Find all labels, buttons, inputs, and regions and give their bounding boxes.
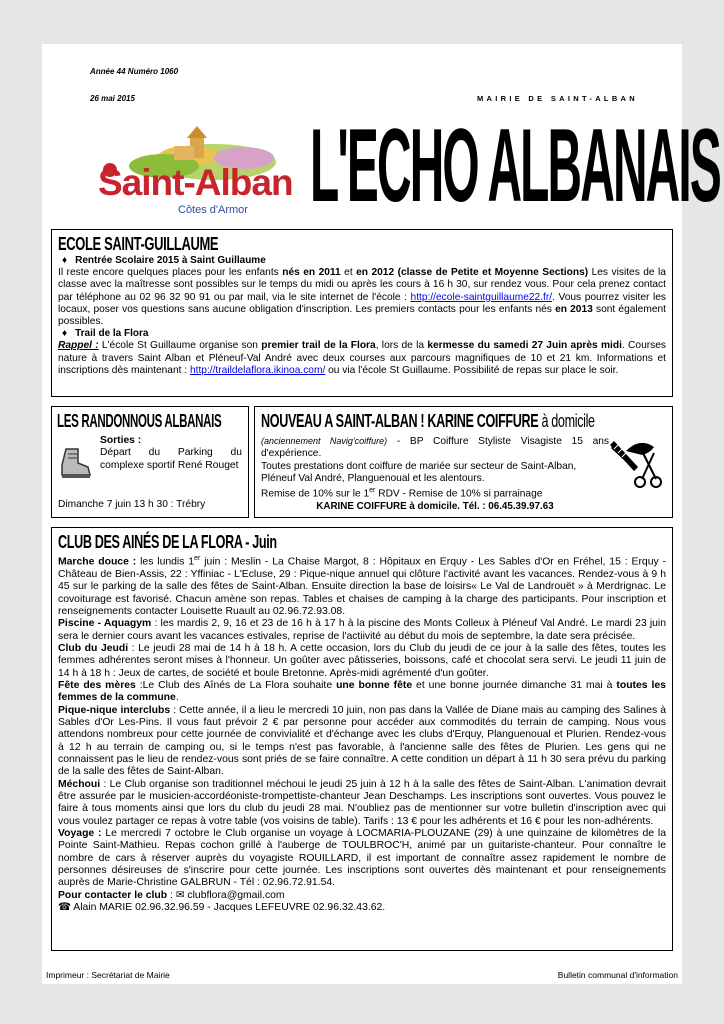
voyage: Voyage : Le mercredi 7 octobre le Club organise un voyage à LOCMARIA-PLOUZANE (29) à une quinzaine de kilomètres de la Pointe Saint-Mathieu. Repas cochon grillé à l'auberge de TOULBROC'H, animé par un guitariste-chanteur. Pour connaître le nombre de cars à réserver auprès du voyagiste ROUILLARD, il est important de connaître assez rapidement le nombre de personnes désireuses de s'inscrire pour cette journée. Les inscriptions sont ouvertes dès maintenant et pour renseignements auprès de Marie-Christine GALBRUN - Tél : 02.96.72.91.54. xyxy=(58,828,666,889)
trail-text: Rappel : L'école St Guillaume organise son premier trail de la Flora, lors de la kermesse du samedi 27 Juin après midi. Courses nature à travers Saint Alban et Pléneuf-Val André avec deux courses aux parcours magnifiques de 10 et 21 km. Informations et inscriptions dès maintenant : http://traildelaflora.ikinoa.com/ ou via l'école St Guillaume. Possibilité de repas sur place le soir. xyxy=(58,340,666,377)
piscine: Piscine - Aquagym : les mardis 2, 9, 16 et 23 de 16 h à 17 h à la piscine des Monts Colleux à Pléneuf Val André. Le mardi 23 juin sera le dernier cours avant les vacances estivales, reprise de l'actiivité au début du mois de septembre, la date sera précisée. xyxy=(58,618,666,642)
rando-section xyxy=(51,406,249,518)
coiffure-title: NOUVEAU A SAINT-ALBAN ! KARINE COIFFURE à domicile xyxy=(261,411,595,431)
logo-subtitle: Côtes d'Armor xyxy=(178,204,248,216)
envelope-icon: ✉ xyxy=(175,889,185,901)
rentree-heading: Rentrée Scolaire 2015 à Saint Guillaume xyxy=(75,255,266,266)
coiffure-section xyxy=(254,406,673,518)
rentree-text: Il reste encore quelques places pour les enfants nés en 2011 et en 2012 (classe de Petite et Moyenne Sections) Les visites de la classe avec la maîtresse sont possibles sur le temps du midi ou après les cours à 16 h 30, sur rendez vous. Pour cela prenez contact par téléphone au 02 96 32 90 91 ou par mail, via le site internet de l'école : http://ecole-saintguillaume22.fr/. Vous pourrez visiter les locaux, poser vos questions sans aucune obligation d'inscription. Les premiers contacts pour les enfants nés en 2013 sont également possibles. xyxy=(58,267,666,328)
coiffure-text: (anciennement Navig'coiffure) - BP Coiffure Styliste Visagiste 15 ans d'expérience. Toutes prestations dont coiffure de mariée sur secteur de Saint-Alban, Pléneuf Val André, Planguenoual et les alentours. Remise de 10% sur le 1er RDV - Remise de 10% si parrainage KARINE COIFFURE à domicile. Tél. : 06.45.39.97.63 xyxy=(261,436,609,512)
footer-bulletin: Bulletin communal d'information xyxy=(557,970,678,980)
town-hall-label: MAIRIE DE SAINT-ALBAN xyxy=(477,94,638,103)
masthead-title: L'ECHO ALBANAIS xyxy=(310,108,720,224)
club-contact: Pour contacter le club : ✉ clubflora@gmail.com xyxy=(58,889,285,901)
issue-number: Année 44 Numéro 1060 xyxy=(90,67,179,76)
scissors-comb-icon xyxy=(606,437,662,494)
club-email-link[interactable]: clubflora@gmail.com xyxy=(187,889,285,901)
saint-alban-logo xyxy=(94,126,294,222)
trail-website-link[interactable]: http://traildelaflora.ikinoa.com/ xyxy=(189,365,326,377)
diamond-bullet-icon: ♦ xyxy=(62,255,68,266)
bullet-trail xyxy=(58,328,666,340)
trail-heading: Trail de la Flora xyxy=(75,328,149,340)
rando-depart: Départ du Parking du complexe sportif René Rouget xyxy=(100,447,242,471)
ecole-section xyxy=(51,229,673,397)
telephone-icon: ☎ xyxy=(58,902,71,914)
issue-date: 26 mai 2015 xyxy=(90,94,135,103)
club-phones: ☎ Alain MARIE 02.96.32.96.59 - Jacques LEFEUVRE 02.96.32.43.62. xyxy=(58,902,386,914)
fete-des-meres: Fête des mères :Le Club des Aînés de La Flora souhaite une bonne fête et une bonne journée dimanche 31 mai à toutes les femmes de la commune. xyxy=(58,679,666,704)
ecole-website-link[interactable]: http://ecole-saintguillaume22.fr/ xyxy=(410,291,553,303)
mechoui: Méchoui : Le Club organise son traditionnel méchoui le jeudi 25 juin à 12 h à la salle des fêtes de Saint-Alban. L'animation devrait être assurée par le musicien-accordéoniste-trompettiste-chanteur Jean Deschamps. Les inscriptions sont ouvertes. Vous pouvez le faire à tous moments ainsi que lors du club du jeudi 28 mai. N'oubliez pas de mentionner sur votre bulletin d'inscription avec qui vous voulez partager ce repas à votre table (vos voisins de table). Tarifs : 13 € pour les adhérents et 16 € pour les non-adhérents. xyxy=(58,778,666,827)
club-du-jeudi: Club du Jeudi : Le jeudi 28 mai de 14 h à 18 h. A cette occasion, lors du Club du jeudi de ce jour à la salle des fêtes, toutes les femmes adhérentes seront mises à l'honneur. Un goûter avec pâtisseries, boissons, café et chocolat sera servi. Le jeudi 11 juin de 14 h à 18 h : Jeux de cartes, de société et boule Bretonne. Après-midi agrémenté d'un goûter. xyxy=(58,642,666,679)
rando-title: LES RANDONNOUS ALBANAIS xyxy=(57,411,222,431)
ecole-title: ECOLE SAINT-GUILLAUME xyxy=(58,234,219,254)
pique-nique: Pique-nique interclubs : Cette année, il a lieu le mercredi 10 juin, non pas dans la Vallée de Diane mais au camping des Salines à Sables d'Or Les-Pins. Il vous faut prévoir 2 € par personne pour accéder aux commodités du terrain de camping. Nous vous attendons nombreux pour cette journée de convivialité et d'échange avec les clubs d'Erquy, Planguenoual et Plurien. Rendez-vous à 12 h au terrain de camping ou, si le temps n'est pas favorable, à l'ancienne salle des fêtes de Plurien. Les gens qui ne connaissent pas le lieu de rendez-vous sont priés de se faire connaître. A cette condition un départ à 11 h 30 sera prévu du parking de la salle des fêtes de Saint-Alban. xyxy=(58,704,667,778)
logo-name: Saint-Alban xyxy=(98,162,293,203)
marche-douce: Marche douce : les lundis 1er juin : Meslin - La Chaise Margot, 8 : Hôpitaux en Erquy - Les Sables d'Or en Fréhel, 15 : Erquy - Château de Bien-Assis, 22 : Yffiniac - L'Ecluse, 29 : Pique-nique annuel qui clôture l'activité avant les vacances. Rendez-vous à 9 h 45 sur le parking de la salle des fêtes de Saint-Alban. Ensuite direction la base de loisirs« Le Val de Landrouët » à Merdrignac. Le covoiturage est favorisé. Chacun amène son repas. Tables et chaises de camping à la charge des participants. Pour inscription et renseignements contacter Louisette Ruault au 02.96.72.93.08. xyxy=(58,555,667,617)
footer-printer: Imprimeur : Secrétariat de Mairie xyxy=(46,970,170,980)
rando-date: Dimanche 7 juin 13 h 30 : Trébry xyxy=(58,499,206,510)
diamond-bullet-icon: ♦ xyxy=(62,328,68,340)
sorties-label: Sorties : xyxy=(100,435,142,446)
club-text xyxy=(58,553,666,914)
rando-info xyxy=(100,435,242,472)
hiking-boot-icon xyxy=(58,447,92,484)
club-title: CLUB DES AINÉS DE LA FLORA - Juin xyxy=(58,532,277,552)
newsletter-page xyxy=(42,44,720,984)
club-section xyxy=(51,527,673,951)
bullet-rentree xyxy=(58,255,666,267)
